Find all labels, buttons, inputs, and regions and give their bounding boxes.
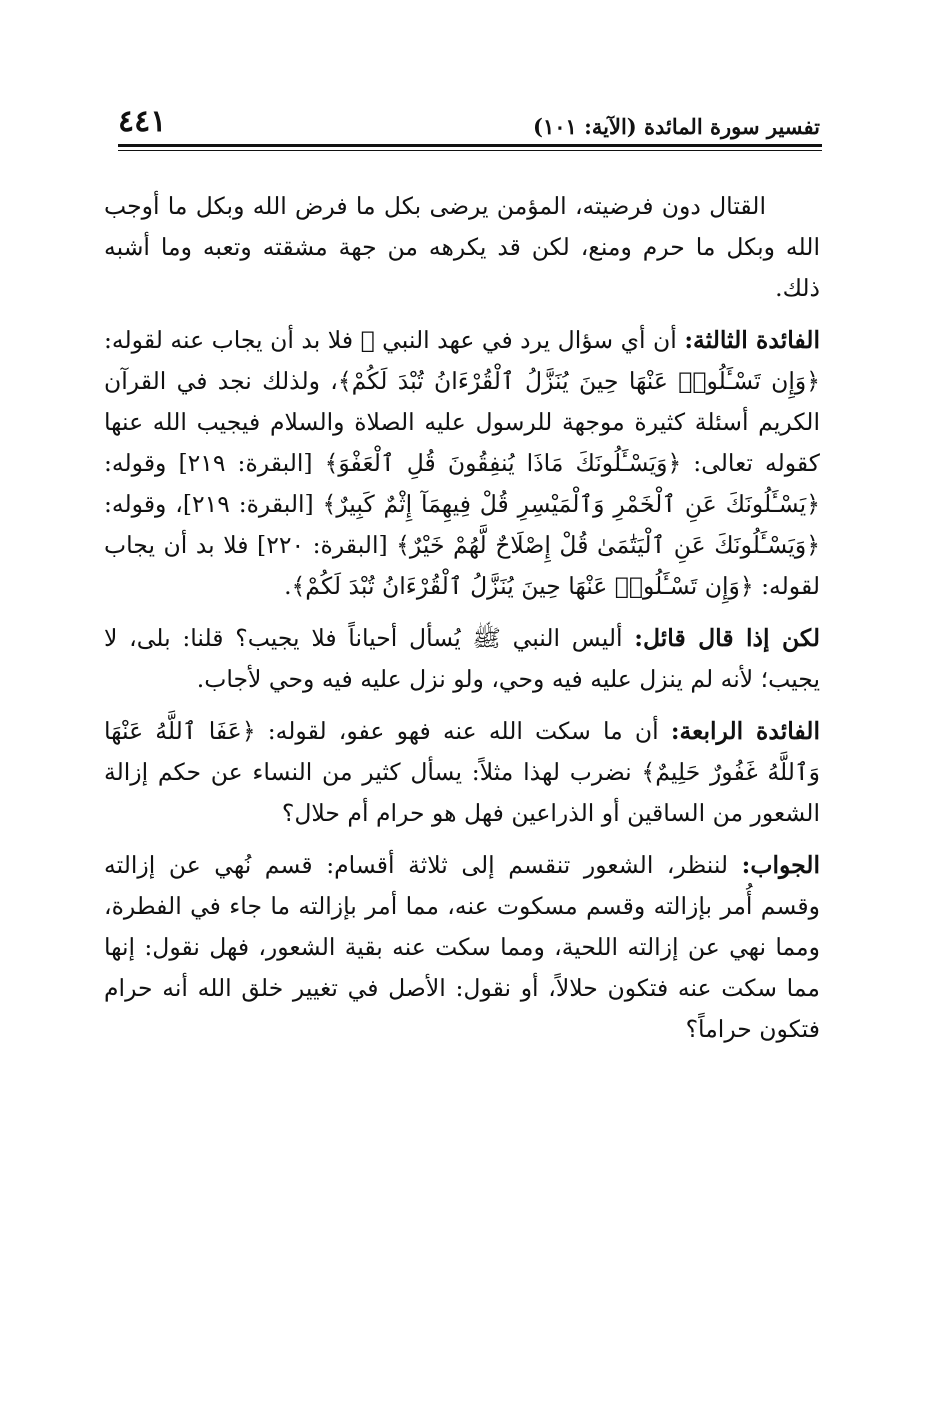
paragraph-text: أليس النبي ﷺ يُسأل أحياناً فلا يجيب؟ قلنا: بلى، لا يجيب؛ لأنه لم ينزل عليه فيه وحي، ولو نزل عليه فيه وحي لأجاب. bbox=[104, 624, 820, 693]
page-header bbox=[104, 100, 820, 146]
header-rule-thin bbox=[118, 150, 822, 151]
paragraph-text: القتال دون فرضيته، المؤمن يرضى بكل ما فرض الله وبكل ما أوجب الله وبكل ما حرم ومنع، لكن قد يكرهه من جهة مشقته وتعبه وما أشبه ذلك. bbox=[104, 192, 820, 302]
paragraph-objection bbox=[104, 618, 820, 700]
page-body bbox=[104, 186, 820, 1061]
paragraph-lead: الجواب: bbox=[741, 851, 820, 879]
paragraph-lead: لكن إذا قال قائل: bbox=[634, 624, 820, 652]
running-title: تفسير سورة المائدة (الآية: ١٠١) bbox=[533, 114, 820, 139]
paragraph-continuation bbox=[104, 186, 820, 309]
page-number: ٤٤١ bbox=[118, 104, 167, 139]
paragraph-text: أن ما سكت الله عنه فهو عفو، لقوله: ﴿عَفَا ٱللَّهُ عَنْهَا وَٱللَّهُ غَفُورٌ حَلِيمٌ﴾ نضرب لهذا مثلاً: يسأل كثير من النساء عن حكم إزالة الشعور من الساقين أو الذراعين فهل هو حرام أم حلال؟ bbox=[104, 717, 820, 827]
paragraph-fourth-benefit bbox=[104, 711, 820, 834]
paragraph-lead: الفائدة الثالثة: bbox=[684, 326, 820, 354]
book-page bbox=[104, 100, 820, 1043]
paragraph-answer bbox=[104, 845, 820, 1050]
paragraph-text: أن أي سؤال يرد في عهد النبي ﷺ فلا بد أن يجاب عنه لقوله: ﴿وَإِن تَسْـَٔلُوا۟ عَنْهَا حِينَ يُنَزَّلُ ٱلْقُرْءَانُ تُبْدَ لَكُمْ﴾، ولذلك نجد في القرآن الكريم أسئلة كثيرة موجهة للرسول عليه الصلاة والسلام فيجيب الله عنها كقوله تعالى: ﴿وَيَسْـَٔلُونَكَ مَاذَا يُنفِقُونَ قُلِ ٱلْعَفْوَ﴾ [البقرة: ٢١٩] وقوله: ﴿يَسْـَٔلُونَكَ عَنِ ٱلْخَمْرِ وَٱلْمَيْسِرِ قُلْ فِيهِمَآ إِثْمٌ كَبِيرٌ﴾ [البقرة: ٢١٩]، وقوله: ﴿وَيَسْـَٔلُونَكَ عَنِ ٱلْيَتَٰمَىٰ قُلْ إِصْلَاحٌ لَّهُمْ خَيْرٌ﴾ [البقرة: ٢٢٠] فلا بد أن يجاب لقوله: ﴿وَإِن تَسْـَٔلُوا۟ عَنْهَا حِينَ يُنَزَّلُ ٱلْقُرْءَانُ تُبْدَ لَكُمْ﴾. bbox=[104, 326, 820, 600]
paragraph-lead: الفائدة الرابعة: bbox=[670, 717, 820, 745]
paragraph-third-benefit bbox=[104, 320, 820, 607]
paragraph-text: لننظر، الشعور تنقسم إلى ثلاثة أقسام: قسم نُهي عن إزالته وقسم أُمر بإزالته وقسم مسكوت عنه، مما أمر بإزالته ما جاء في الفطرة، ومما نهي عن إزالته اللحية، ومما سكت عنه بقية الشعور، فهل نقول: إنها مما سكت عنه فتكون حلالاً، أو نقول: الأصل في تغيير خلق الله أنه حرام فتكون حراماً؟ bbox=[104, 851, 820, 1043]
header-rule-thick bbox=[118, 144, 822, 147]
